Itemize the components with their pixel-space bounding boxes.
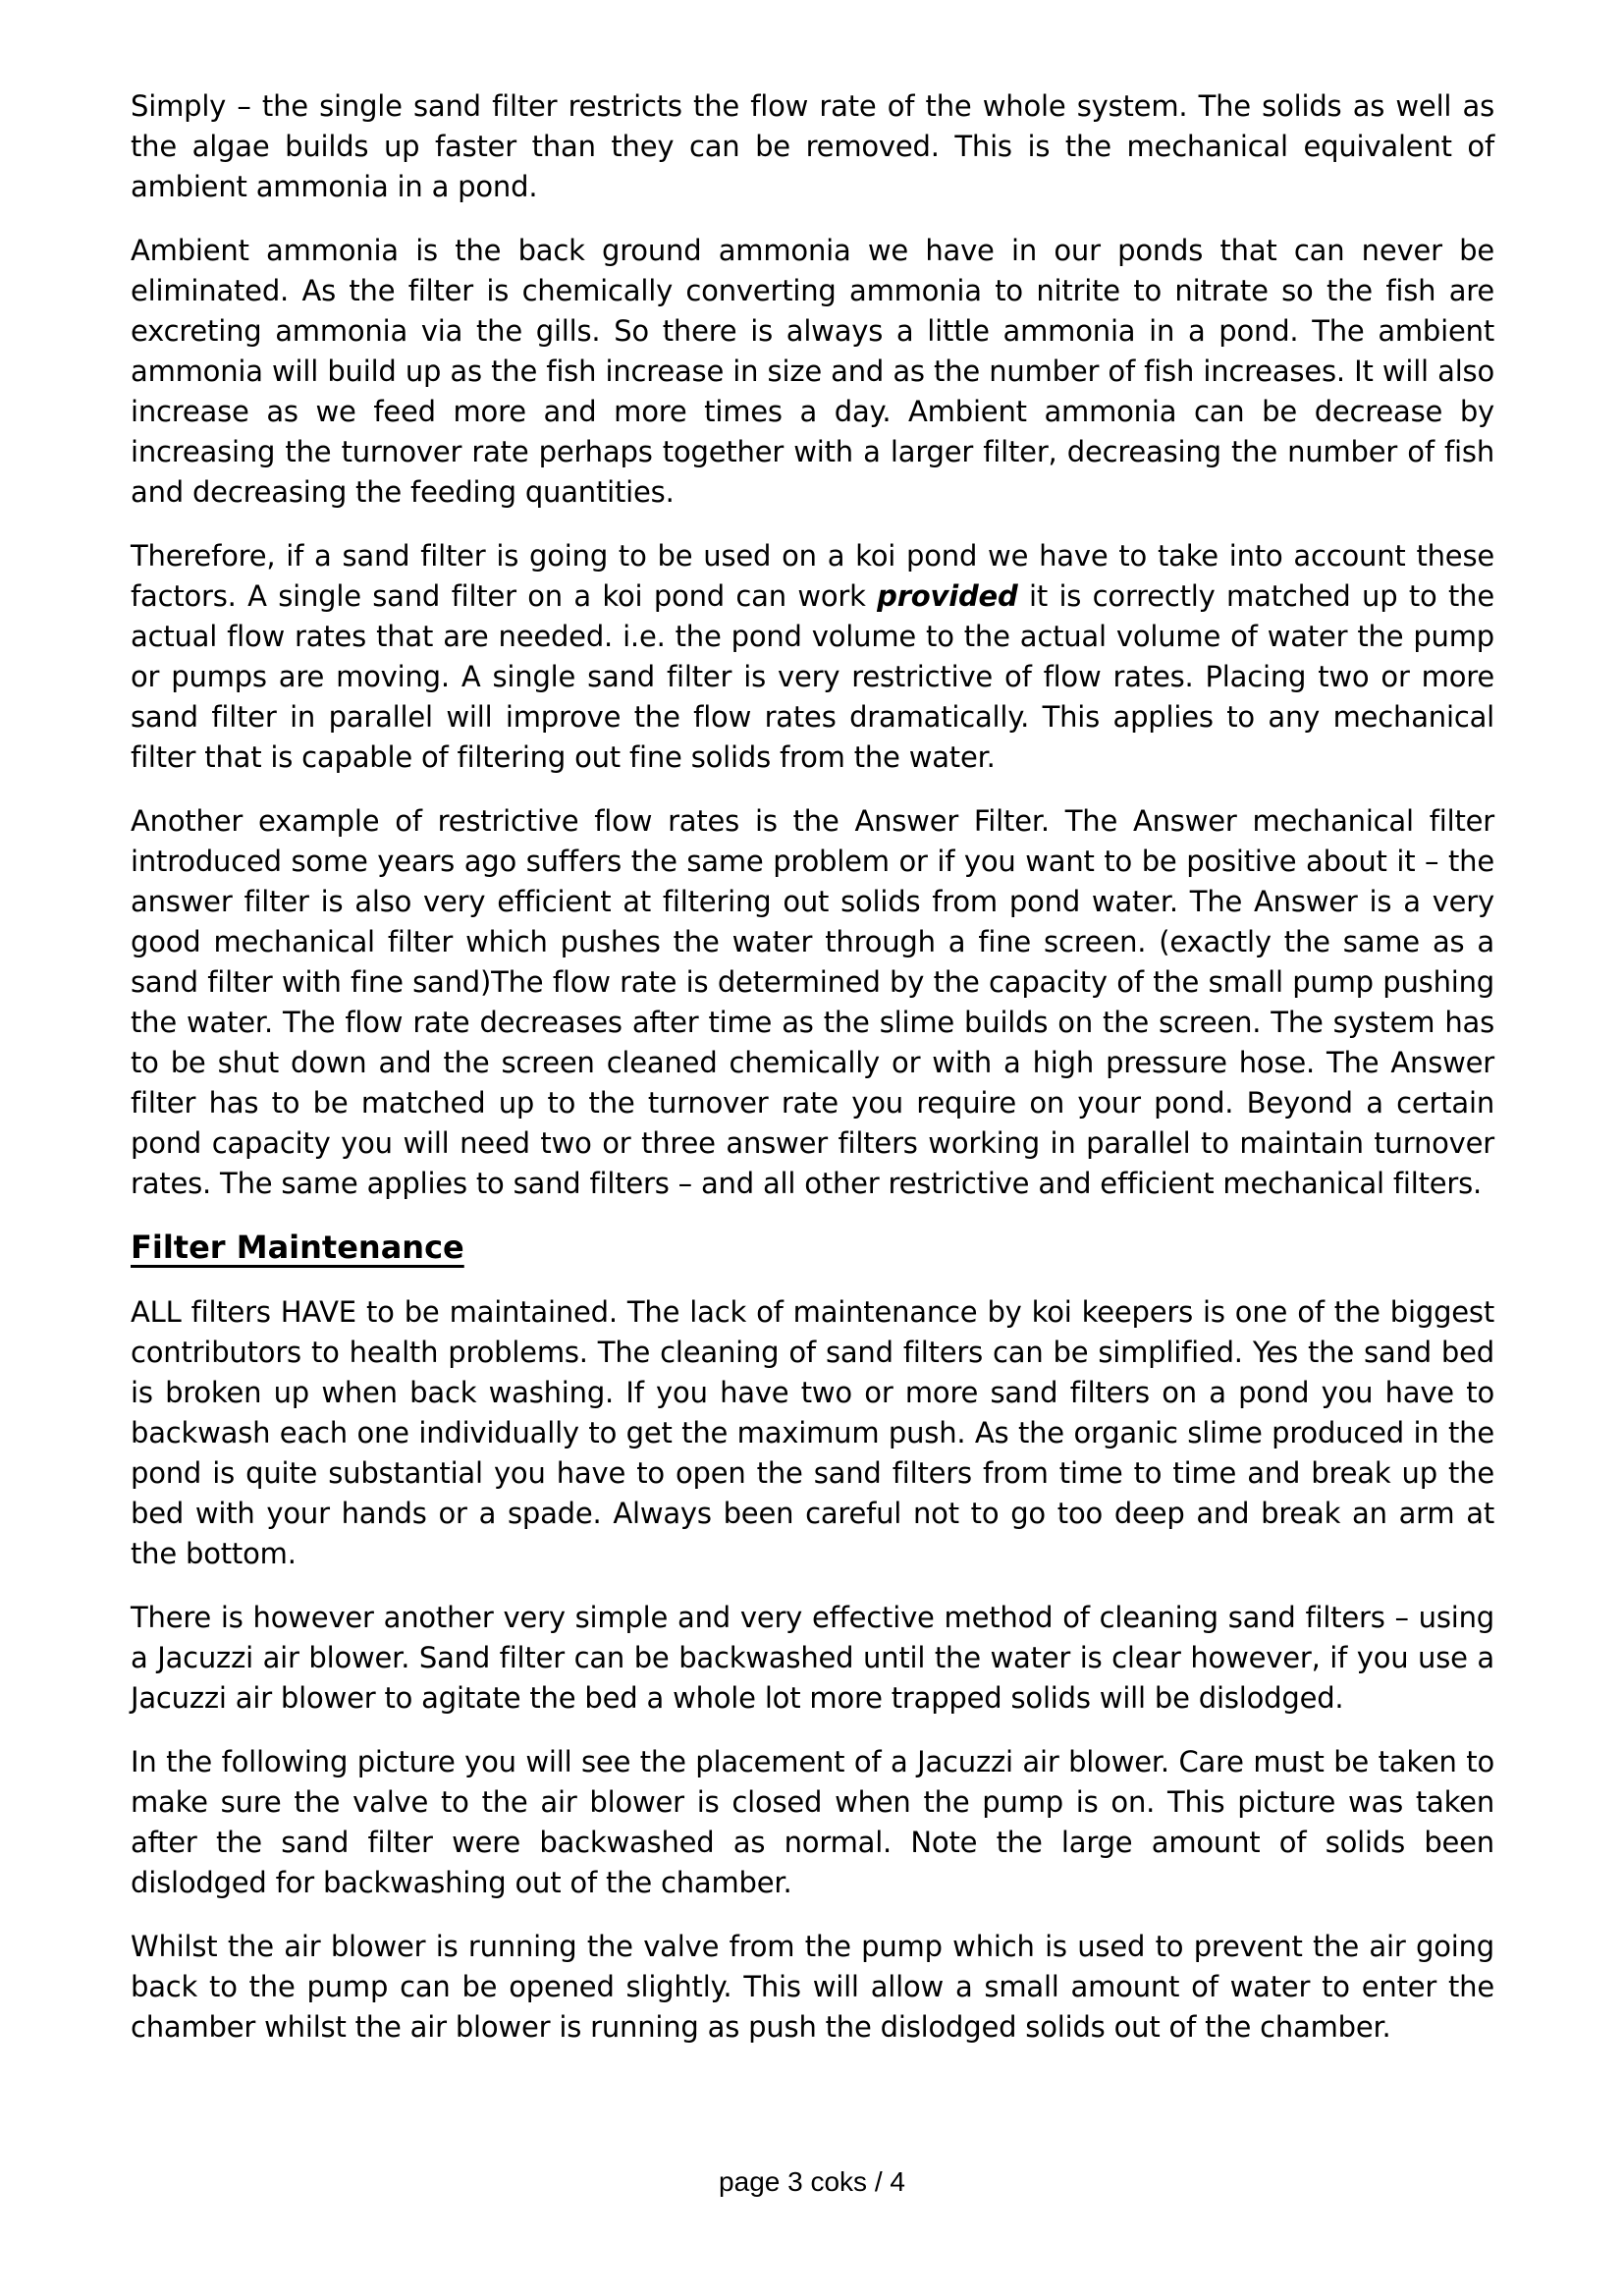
paragraph-following-picture: In the following picture you will see the placement of a Jacuzzi air blower. Care must be taken to make sure the valve to the air blower is closed when the pump is on. This picture was taken after the sand filter were backwashed as normal. Note the large amount of solids been dislodged for backwashing out of the chamber. bbox=[131, 1745, 1494, 1899]
emphasis-provided: provided bbox=[877, 579, 1018, 613]
paragraph-ambient-ammonia: Ambient ammonia is the back ground ammonia we have in our ponds that can never be eliminated. As the filter is chemically converting ammonia to nitrite to nitrate so the fish are excreting ammonia via the gills. So there is always a little ammonia in a pond. The ambient ammonia will build up as the fish increase in size and as the number of fish increases. It will also increase as we feed more and more times a day. Ambient ammonia can be decrease by increasing the turnover rate perhaps together with a larger filter, decreasing the number of fish and decreasing the feeding quantities. bbox=[131, 234, 1494, 509]
paragraph-3-text-after: it is correctly matched up to the actual flow rates that are needed. i.e. the pond volume to the actual volume of water the pump or pumps are moving. A single sand filter is very restrictive of flow rates. Placing two or more sand filter in parallel will improve the flow rates dramatically. This applies to any mechanical filter that is capable of filtering out fine solids from the water. bbox=[131, 579, 1495, 774]
paragraph-single-sand-filter: Simply – the single sand filter restricts the flow rate of the whole system. The solids as well as the algae builds up faster than they can be removed. This is the mechanical equivalent of ambient ammonia in a pond. bbox=[131, 89, 1494, 203]
paragraph-3-text-before: Therefore, if a sand filter is going to be used on a koi pond we have to take into account these factors. A single sand filter on a koi pond can work bbox=[131, 539, 1494, 613]
paragraph-filters-maintained: ALL filters HAVE to be maintained. The lack of maintenance by koi keepers is one of the biggest contributors to health problems. The cleaning of sand filters can be simplified. Yes the sand bed is broken up when back washing. If you have two or more sand filters on a pond you have to backwash each one individually to get the maximum push. As the organic slime produced in the pond is quite substantial you have to open the sand filters from time to time and break up the bed with your hands or a spade. Always been careful not to go too deep and break an arm at the bottom. bbox=[131, 1295, 1494, 1570]
document-body bbox=[131, 86, 1494, 2071]
section-heading-filter-maintenance: Filter Maintenance bbox=[131, 1229, 464, 1266]
paragraph-jacuzzi-method: There is however another very simple and very effective method of cleaning sand filters – using a Jacuzzi air blower. Sand filter can be backwashed until the water is clear however, if you use a Jacuzzi air blower to agitate the bed a whole lot more trapped solids will be dislodged. bbox=[131, 1601, 1494, 1715]
paragraph-therefore-sand-filter bbox=[131, 536, 1494, 778]
paragraph-answer-filter: Another example of restrictive flow rates is the Answer Filter. The Answer mechanical filter introduced some years ago suffers the same problem or if you want to be positive about it – the answer filter is also very efficient at filtering out solids from pond water. The Answer is a very good mechanical filter which pushes the water through a fine screen. (exactly the same as a sand filter with fine sand)The flow rate is determined by the capacity of the small pump pushing the water. The flow rate decreases after time as the slime builds on the screen. The system has to be shut down and the screen cleaned chemically or with a high pressure hose. The Answer filter has to be matched up to the turnover rate you require on your pond. Beyond a certain pond capacity you will need two or three answer filters working in parallel to maintain turnover rates. The same applies to sand filters – and all other restrictive and efficient mechanical filters. bbox=[131, 804, 1494, 1200]
paragraph-whilst-air-blower: Whilst the air blower is running the valve from the pump which is used to prevent the air going back to the pump can be opened slightly. This will allow a small amount of water to enter the chamber whilst the air blower is running as push the dislodged solids out of the chamber. bbox=[131, 1930, 1494, 2044]
page-footer: page 3 coks / 4 bbox=[719, 2166, 905, 2197]
